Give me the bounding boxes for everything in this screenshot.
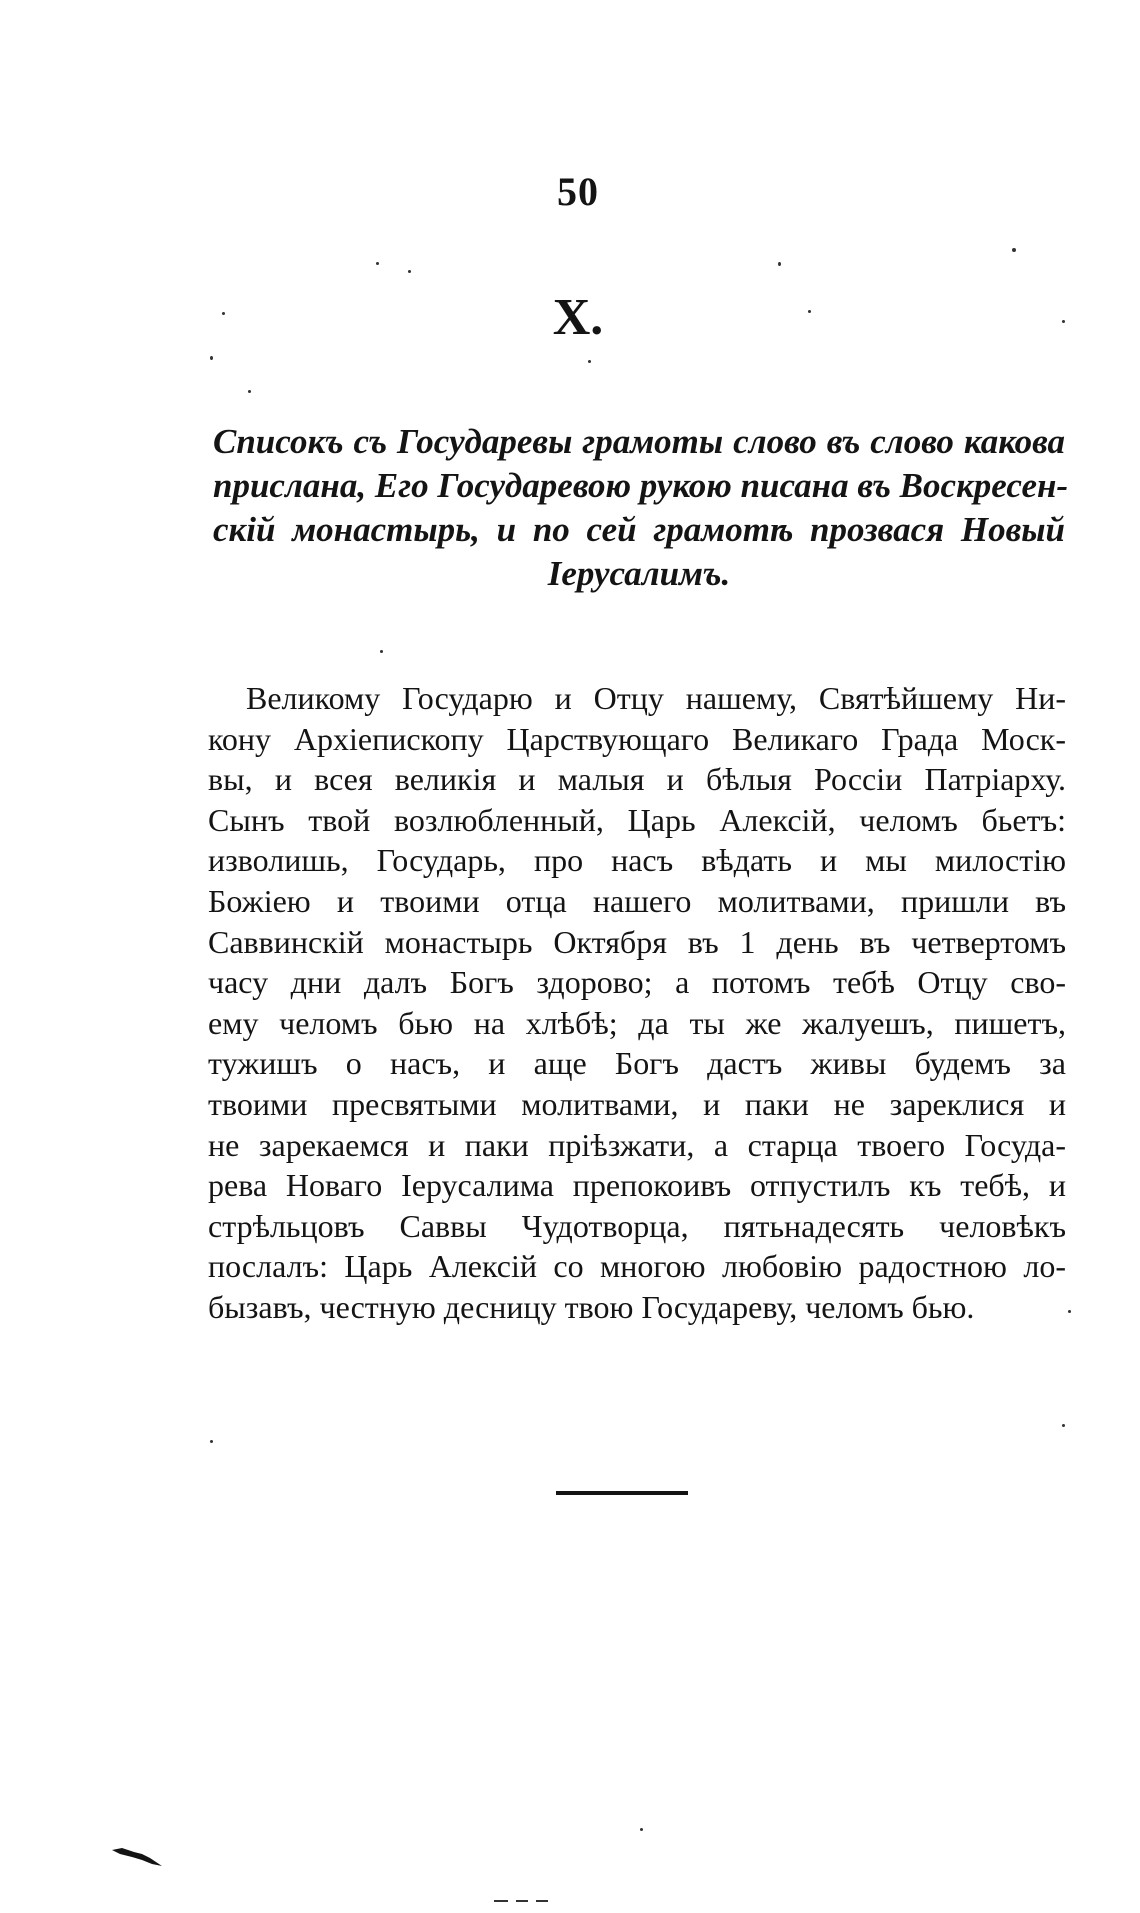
heading-line: Списокъ съ Государевы грамоты слово въ слово какова [213,422,1065,461]
heading-line: скій монастырь, и по сей грамотѣ прозвася Новый [213,510,1065,549]
letter-line: не зарекаемся и паки пріѣзжати, а старца твоего Госуда- [208,1126,1066,1163]
letter-line: ему челомъ бью на хлѣбѣ; да ты же жалуешъ, пишетъ, [208,1004,1066,1041]
letter-line: бызавъ, честную десницу твою Государеву, челомъ бью. [208,1288,975,1325]
letter-line: Саввинскій монастырь Октября въ 1 день въ четвертомъ [208,923,1066,960]
bottom-dash-marks [494,1898,554,1904]
heading-line: прислана, Его Государевою рукою писана въ Воскресен- [213,466,1069,505]
document-heading [213,420,1069,596]
scan-speck [210,356,213,360]
letter-line: часу дни далъ Богъ здорово; а потомъ тебѣ Отцу сво- [208,964,1066,1001]
letter-line: Великому Государю и Отцу нашему, Святѣйшему Ни- [246,680,1066,716]
letter-line: изволишь, Государь, про насъ вѣдать и мы милостію [208,842,1066,879]
ink-blot-mark [112,1848,168,1868]
scan-speck [1068,1310,1071,1313]
scan-speck [778,262,781,266]
scan-speck [210,1440,213,1443]
scan-speck [1012,248,1016,252]
scan-speck [640,1828,643,1831]
letter-line: Божіею и твоими отца нашего молитвами, пришли въ [208,882,1066,919]
letter-line: вы, и всея великія и малыя и бѣлыя Россіи Патріарху. [208,761,1066,798]
letter-line: стрѣльцовъ Саввы Чудотворца, пятьнадесять человѣкъ [208,1207,1066,1244]
scan-speck [222,312,225,315]
scan-speck [1062,320,1065,323]
letter-line: тужишъ о насъ, и аще Богъ дастъ живы будемъ за [208,1045,1066,1082]
letter-line: рева Новаго Іерусалима препокоивъ отпустилъ къ тебѣ, и [208,1167,1066,1204]
letter-line: послалъ: Царь Алексій со многою любовію радостною ло- [208,1248,1066,1285]
heading-line: Іерусалимъ. [547,554,731,593]
scan-speck [380,650,383,653]
letter-body [208,678,1066,1328]
letter-line: твоими пресвятыми молитвами, и паки не зареклися и [208,1085,1066,1122]
scan-speck [376,262,379,265]
scan-speck [808,310,811,313]
letter-line: кону Архіепископу Царствующаго Великаго Града Моск- [208,720,1066,757]
scan-speck [408,270,411,273]
closing-rule [556,1491,688,1495]
scan-speck [1062,1424,1065,1427]
page-number: 50 [557,169,599,214]
scan-speck [248,390,251,393]
letter-line: Сынъ твой возлюбленный, Царь Алексій, челомъ бьетъ: [208,801,1066,838]
section-numeral: X. [552,289,604,346]
scan-speck [588,360,591,363]
